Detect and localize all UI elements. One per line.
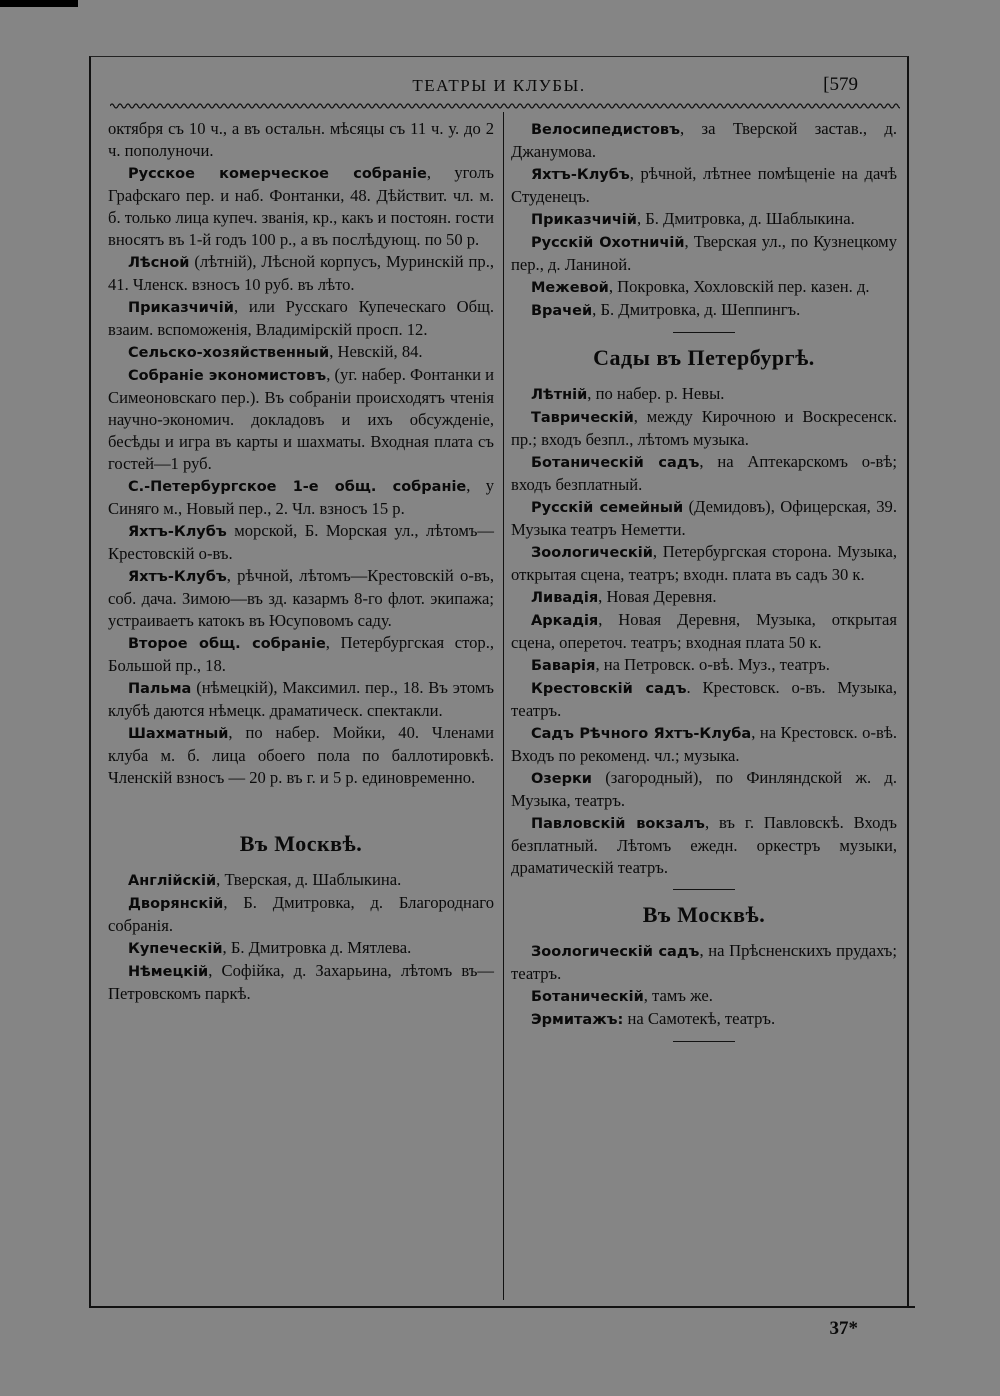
right-entries-gardens xyxy=(511,383,897,879)
entry-name: Эрмитажъ: xyxy=(531,1012,624,1028)
entry-text: (лѣтній), Лѣсной корпусъ, Муринскій пр., 41. Членск. взносъ 10 руб. въ лѣто. xyxy=(108,252,494,294)
entry-text: , Софійка, д. Захарьина, лѣтомъ въ—Петровскомъ паркѣ. xyxy=(108,961,494,1003)
entry-name: Аркадія xyxy=(531,613,599,629)
entry-text: , или Русскаго Купеческаго Общ. взаим. вспоможенія, Владимірскій просп. 12. xyxy=(108,297,494,339)
entry-name: Баварія xyxy=(531,658,596,674)
entry-name: Нѣмецкій xyxy=(128,964,209,980)
entry-name: Купеческій xyxy=(128,941,223,957)
entry-name: Второе общ. собраніе xyxy=(128,636,326,652)
entry-name: Приказчичій xyxy=(128,300,234,316)
entry-text: , Новая Деревня. xyxy=(598,587,717,606)
entry-name: Русскій семейный xyxy=(531,500,684,516)
entry-name: Дворянскій xyxy=(128,896,224,912)
directory-entry xyxy=(511,586,897,609)
directory-entry xyxy=(108,677,494,722)
entry-text: , Петербургская сторона. Музыка, открытая сцена, театръ; входн. плата въ садъ 30 к. xyxy=(511,542,897,584)
entry-name: Яхтъ-Клубъ xyxy=(128,524,227,540)
entry-text: , тамъ же. xyxy=(643,986,713,1005)
directory-entry xyxy=(108,162,494,251)
directory-entry xyxy=(108,296,494,341)
section-title-moscow-clubs: Въ Москвѣ. xyxy=(239,831,363,856)
section-rule xyxy=(673,889,735,890)
directory-entry xyxy=(511,163,897,208)
header-title: ТЕАТРЫ И КЛУБЫ. xyxy=(412,76,586,95)
entry-text: , на Прѣсненскихъ прудахъ; театръ. xyxy=(511,941,897,983)
directory-entry xyxy=(511,677,897,722)
entry-name: Русскій Охотничій xyxy=(531,235,685,251)
section-title-gardens-petersburg: Сады въ Петербургѣ. xyxy=(593,345,815,370)
entry-text: , за Тверской застав., д. Джанумова. xyxy=(511,119,897,161)
running-header xyxy=(100,74,898,100)
entry-text: , между Кирочною и Воскресенск. пр.; входъ безпл., лѣтомъ музыка. xyxy=(511,407,897,449)
directory-entry xyxy=(511,118,897,163)
directory-entry xyxy=(511,722,897,767)
entry-text: , у Синяго м., Новый пер., 2. Чл. взносъ 15 р. xyxy=(108,476,494,518)
directory-entry xyxy=(108,118,494,162)
section-rule xyxy=(673,332,735,333)
entry-name: Лѣтній xyxy=(531,387,588,403)
entry-text: , Новая Деревня, Музыка, открытая сцена, опереточ. театръ; входная плата 50 к. xyxy=(511,610,897,652)
entry-name: Собраніе экономистовъ xyxy=(128,368,327,384)
entry-text: , Тверская, д. Шаблыкина. xyxy=(216,870,402,889)
directory-entry xyxy=(511,406,897,451)
directory-entry xyxy=(511,276,897,299)
directory-entry xyxy=(108,364,494,475)
entry-name: С.-Петербургское 1-е общ. собраніе xyxy=(128,479,467,495)
directory-entry xyxy=(511,812,897,879)
directory-entry xyxy=(511,985,897,1008)
entry-name: Зоологическій xyxy=(531,545,653,561)
directory-entry xyxy=(108,892,494,937)
entry-text: , Б. Дмитровка, д. Благороднаго собранія. xyxy=(108,893,494,935)
entry-name: Межевой xyxy=(531,280,609,296)
entry-name: Таврическій xyxy=(531,410,634,426)
directory-entry xyxy=(511,451,897,496)
entry-name: Приказчичій xyxy=(531,212,637,228)
directory-entry xyxy=(108,722,494,789)
right-entries-moscow xyxy=(511,940,897,1031)
section-rule xyxy=(673,1041,735,1042)
entry-text: , на Крестовск. о-вѣ. Входъ по рекоменд. чл.; музыка. xyxy=(511,723,897,765)
entry-text: , Невскій, 84. xyxy=(329,342,423,361)
entry-text: , въ г. Павловскѣ. Входъ безплатный. Лѣтомъ ежедн. оркестръ музыки, драматическій театръ. xyxy=(511,813,897,877)
entry-name: Врачей xyxy=(531,303,593,319)
entry-text: , уголъ Графскаго пер. и наб. Фонтанки, 48. Дѣйствит. чл. м. б. только лица купеч. званія, кр., какъ и постоян. гости вносятъ въ 1-й годъ 100 р., а въ послѣдующ. по 50 р. xyxy=(108,163,494,249)
header-wavy-rule xyxy=(110,100,900,112)
entry-text: , рѣчной, лѣтомъ—Крестовскій о-въ, соб. дача. Зимою—въ зд. казармъ 8-го флот. экипажа; устраиваетъ катокъ въ Юсуповомъ саду. xyxy=(108,566,494,630)
entry-text: , Покровка, Хохловскій пер. казен. д. xyxy=(608,277,870,296)
directory-entry xyxy=(511,940,897,985)
directory-entry xyxy=(511,654,897,677)
entry-text: , рѣчной, лѣтнее помѣщеніе на дачѣ Студенецъ. xyxy=(511,164,897,206)
entry-text: , Б. Дмитровка, д. Шеппингъ. xyxy=(592,300,801,319)
entry-text: , (уг. набер. Фонтанки и Симеоновскаго пер.). Въ собраніи происходятъ чтенія научно-экономич. докладовъ и ихъ обсужденіе, бесѣды и игра въ карты и шахматы. Входная плата съ гостей—1 руб. xyxy=(108,365,494,473)
entry-text: , по набер. Мойки, 40. Членами клуба м. б. лица обоего пола по баллотировкѣ. Членскій взносъ — 20 р. въ г. и 5 р. единовременно. xyxy=(108,723,494,787)
entry-text: , на Аптекарскомъ о-вѣ; входъ безплатный. xyxy=(511,452,897,494)
directory-entry xyxy=(108,960,494,1005)
right-column xyxy=(511,118,897,1054)
entry-text: октября съ 10 ч., а въ остальн. мѣсяцы съ 11 ч. у. до 2 ч. пополуночи. xyxy=(108,119,494,160)
entry-text: . Крестовск. о-въ. Музыка, театръ. xyxy=(511,678,897,720)
entry-name: Сельско-хозяйственный xyxy=(128,345,330,361)
entry-text: , Б. Дмитровка д. Мятлева. xyxy=(222,938,412,957)
entry-text: на Самотекѣ, театръ. xyxy=(623,1009,776,1028)
entry-name: Павловскій вокзалъ xyxy=(531,816,705,832)
directory-entry xyxy=(108,341,494,364)
entry-name: Пальма xyxy=(128,681,192,697)
directory-entry xyxy=(511,1008,897,1031)
entry-name: Ботаническій xyxy=(531,989,644,1005)
directory-entry xyxy=(108,869,494,892)
scan-corner-mark xyxy=(0,0,78,7)
entry-text: , Петербургская стор., Большой пр., 18. xyxy=(108,633,494,675)
right-entries-top xyxy=(511,118,897,322)
directory-entry xyxy=(108,475,494,520)
entry-name: Крестовскій садъ xyxy=(531,681,687,697)
entry-name: Яхтъ-Клубъ xyxy=(531,167,630,183)
entry-name: Зоологическій садъ xyxy=(531,944,700,960)
directory-entry xyxy=(511,383,897,406)
directory-entry xyxy=(108,565,494,632)
left-column xyxy=(108,118,494,1005)
directory-entry xyxy=(511,496,897,541)
directory-entry xyxy=(511,299,897,322)
directory-entry xyxy=(511,609,897,654)
left-entries-moscow xyxy=(108,869,494,1005)
entry-text: , по набер. р. Невы. xyxy=(587,384,725,403)
entry-name: Шахматный xyxy=(128,726,229,742)
entry-text: (нѣмецкій), Максимил. пер., 18. Въ этомъ клубѣ даются нѣмецк. драматическ. спектакли. xyxy=(108,678,494,720)
entry-text: , Тверская ул., по Кузнецкому пер., д. Ланиной. xyxy=(511,232,897,274)
entry-text: (загородный), по Финляндской ж. д. Музыка, театръ. xyxy=(511,768,897,810)
directory-entry xyxy=(108,520,494,565)
directory-entry xyxy=(108,632,494,677)
section-title-moscow-gardens: Въ Москвѣ. xyxy=(642,902,766,927)
entry-name: Яхтъ-Клубъ xyxy=(128,569,227,585)
entry-name: Англійскій xyxy=(128,873,217,889)
directory-entry xyxy=(511,541,897,586)
entry-text: морской, Б. Морская ул., лѣтомъ—Крестовскій о-въ. xyxy=(108,521,494,563)
page-frame-bottom xyxy=(89,1306,915,1308)
printer-signature: 37* xyxy=(829,1318,858,1339)
entry-name: Русское комерческое собраніе xyxy=(128,166,427,182)
entry-text: , Б. Дмитровка, д. Шаблыкина. xyxy=(636,209,855,228)
column-divider xyxy=(503,112,504,1300)
entry-name: Ливадія xyxy=(531,590,599,606)
entry-name: Велосипедистовъ xyxy=(531,122,680,138)
entry-text: , на Петровск. о-вѣ. Муз., театръ. xyxy=(595,655,830,674)
directory-entry xyxy=(108,251,494,296)
entry-name: Садъ Рѣчного Яхтъ-Клуба xyxy=(531,726,752,742)
entry-name: Озерки xyxy=(531,771,592,787)
directory-entry xyxy=(108,937,494,960)
directory-entry xyxy=(511,767,897,812)
entry-text: (Демидовъ), Офицерская, 39. Музыка театръ Неметти. xyxy=(511,497,897,539)
directory-entry xyxy=(511,208,897,231)
entry-name: Лѣсной xyxy=(128,255,190,271)
header-page-number: [579 xyxy=(823,74,858,95)
left-entries-top xyxy=(108,118,494,789)
entry-name: Ботаническій садъ xyxy=(531,455,700,471)
directory-entry xyxy=(511,231,897,276)
